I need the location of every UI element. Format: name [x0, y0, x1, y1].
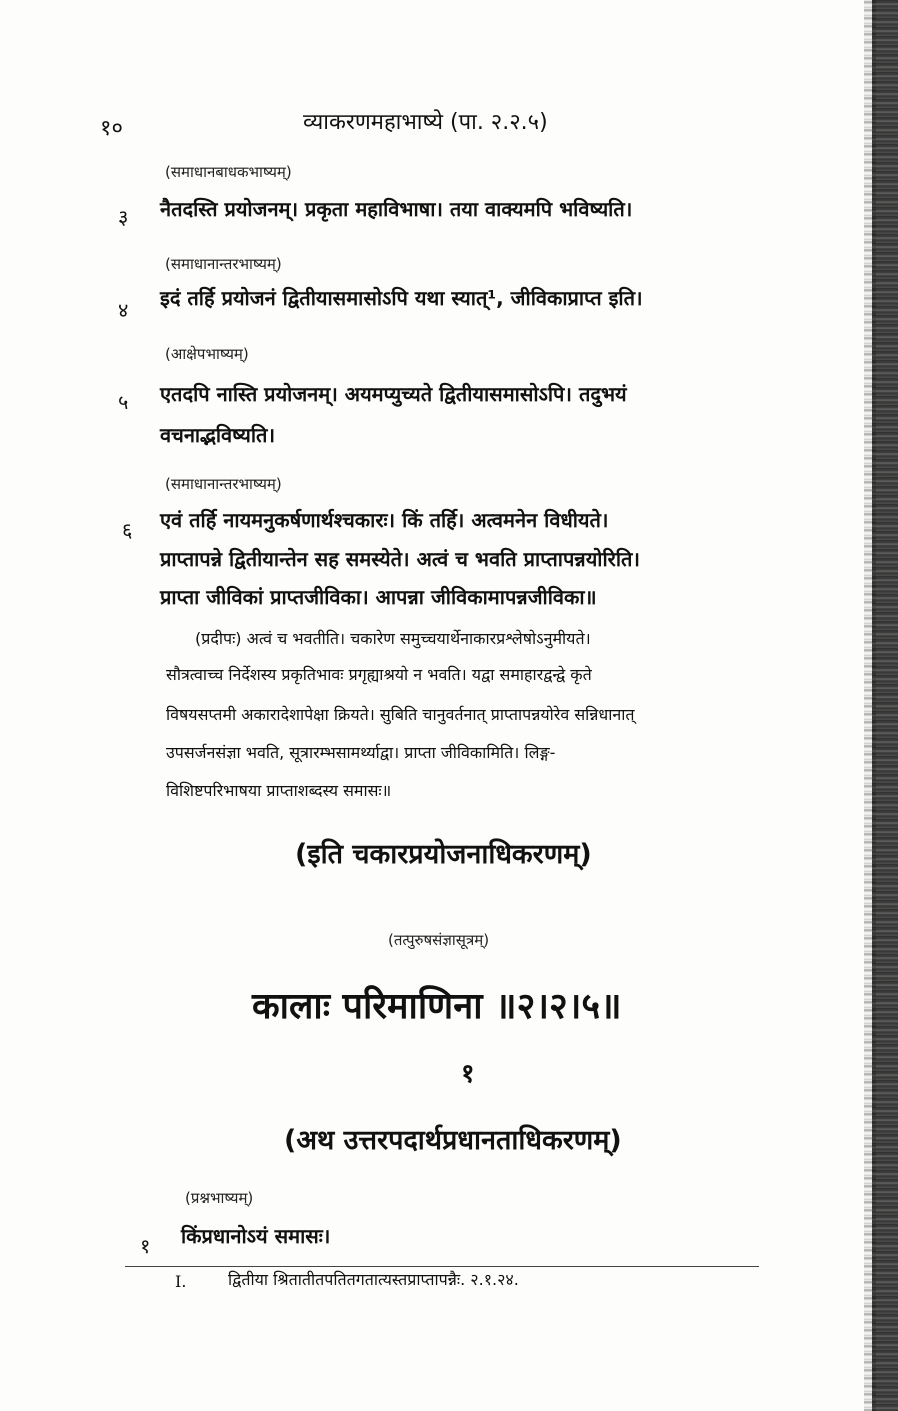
block-1-line-1: किंप्रधानोऽयं समासः। [181, 1224, 331, 1248]
commentary-line-4: उपसर्जनसंज्ञा भवति, सूत्रारम्भसामर्थ्याद्वा। प्राप्ता जीविकामिति। लिङ्ग- [166, 743, 556, 762]
block-4-label: (समाधानान्तरभाष्यम्) [165, 255, 282, 273]
block-6-line-2: प्राप्तापन्ने द्वितीयान्तेन सह समस्येते। अत्वं च भवति प्राप्तापन्नयोरिति। [160, 547, 640, 571]
block-5-line-1: एतदपि नास्ति प्रयोजनम्। अयमप्युच्यते द्वितीयासमासोऽपि। तदुभयं [160, 382, 627, 406]
running-head: व्याकरणमहाभाष्ये (पा. २.२.५) [303, 110, 548, 135]
block-1-label: (प्रश्नभाष्यम्) [185, 1189, 254, 1207]
commentary-line-5: विशिष्टपरिभाषया प्राप्ताशब्दस्य समासः॥ [166, 781, 392, 800]
block-6-line-3: प्राप्ता जीविकां प्राप्तजीविका। आपन्ना जीविकामापन्नजीविका॥ [160, 585, 597, 609]
commentary-line-3: विषयसप्तमी अकारादेशापेक्षा क्रियते। सुबिति चानुवर्तनात् प्राप्तापन्नयोरेव सन्निधानात् [166, 705, 635, 724]
section-number: १ [461, 1059, 475, 1089]
block-3-label: (समाधानबाधकभाष्यम्) [165, 163, 292, 181]
sutra-text: कालाः परिमाणिना ॥२।२।५॥ [252, 986, 622, 1027]
block-5-label: (आक्षेपभाष्यम्) [165, 345, 249, 363]
commentary-line-2: सौत्रत्वाच्च निर्देशस्य प्रकृतिभावः प्रगृह्याश्रयो न भवति। यद्वा समाहारद्वन्द्वे कृते [166, 665, 592, 684]
block-4-number: ४ [118, 298, 129, 322]
block-3-line-1: नैतदस्ति प्रयोजनम्। प्रकृता महाविभाषा। तया वाक्यमपि भविष्यति। [160, 197, 633, 221]
block-4-line-1: इदं तर्हि प्रयोजनं द्वितीयासमासोऽपि यथा स्यात्¹, जीविकाप्राप्त इति। [160, 286, 643, 310]
block-3-number: ३ [118, 205, 129, 229]
block-6-label: (समाधानान्तरभाष्यम्) [165, 475, 282, 493]
block-1-number: १ [140, 1234, 151, 1258]
scan-edge-texture [864, 0, 876, 1411]
sutra-label: (तत्पुरुषसंज्ञासूत्रम्) [388, 931, 490, 949]
block-6-line-1: एवं तर्हि नायमनुकर्षणार्थश्चकारः। किं तर्हि। अत्वमनेन विधीयते। [160, 508, 609, 532]
closing-section-title: (इति चकारप्रयोजनाधिकरणम्) [295, 839, 592, 870]
block-6-number: ६ [122, 518, 133, 542]
footnote-text: द्वितीया श्रितातीतपतितगतात्यस्तप्राप्तापन्नैः. २.१.२४. [228, 1270, 519, 1289]
page-number: १० [100, 116, 123, 141]
new-section-title: (अथ उत्तरपदार्थप्रधानताधिकरणम्) [284, 1125, 622, 1156]
block-5-number: ५ [118, 390, 129, 414]
footnote-rule [125, 1266, 759, 1267]
block-5-line-2: वचनाद्भविष्यति। [160, 423, 276, 447]
commentary-line-1: (प्रदीपः) अत्वं च भवतीति। चकारेण समुच्चयार्थेनाकारप्रश्लेषोऽनुमीयते। [195, 629, 591, 648]
footnote-mark: I. [175, 1272, 187, 1291]
